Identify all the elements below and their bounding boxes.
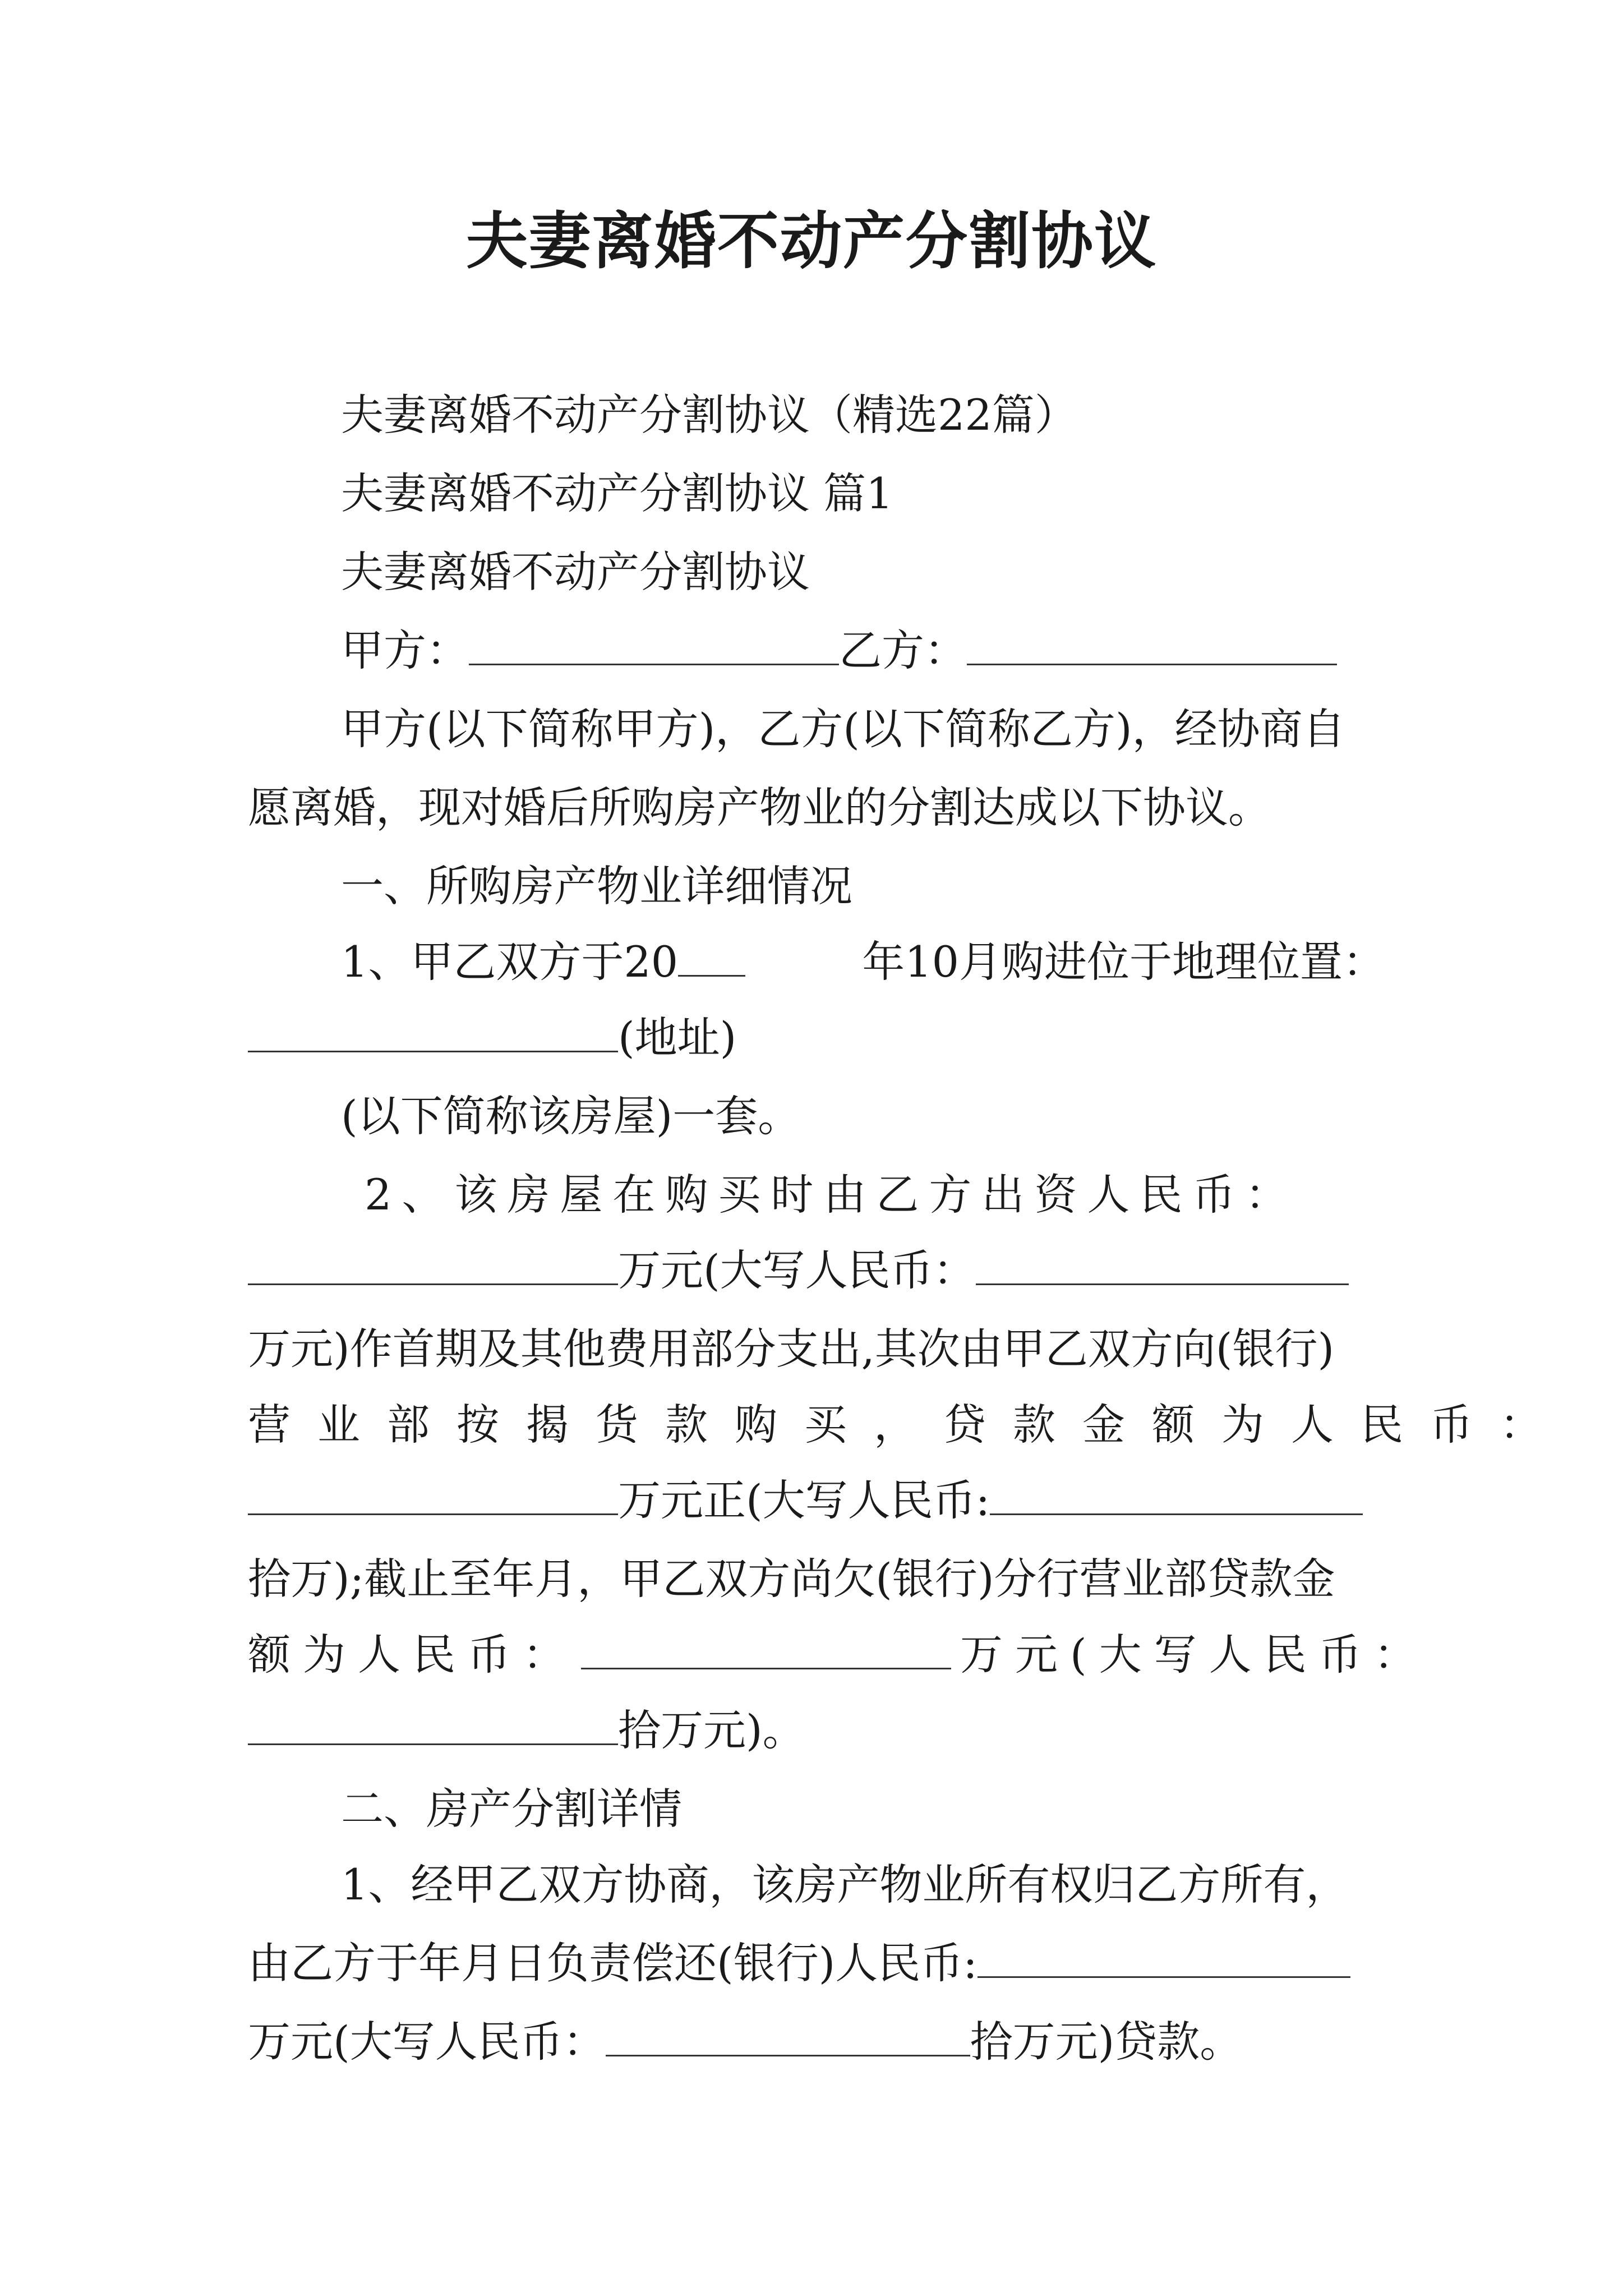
item1-line2 bbox=[248, 1010, 736, 1066]
down-payment-uppercase-blank bbox=[976, 1243, 1349, 1285]
item2-line4: 营业部按揭货款购买，贷款金额为人民币： bbox=[248, 1400, 1569, 1450]
item1-text-b: 年10月购进位于地理位置： bbox=[862, 937, 1385, 987]
party-b-label: 乙方： bbox=[839, 625, 967, 675]
s2-item1-line3-text-b: 拾万元)贷款。 bbox=[970, 2017, 1243, 2067]
item2-line3: 万元)作首期及其他费用部分支出,其次由甲乙双方向(银行) bbox=[248, 1324, 1335, 1374]
item1-line3: (以下简称该房屋)一套。 bbox=[341, 1091, 801, 1141]
party-b-blank bbox=[967, 623, 1337, 665]
agreement-heading: 夫妻离婚不动产分割协议 bbox=[341, 547, 810, 597]
item2-line8 bbox=[248, 1703, 805, 1759]
remaining-loan-blank bbox=[581, 1627, 951, 1669]
address-blank bbox=[248, 1010, 618, 1052]
repayment-amount-blank bbox=[978, 1935, 1350, 1978]
intro-title: 夫妻离婚不动产分割协议（精选22篇） bbox=[341, 390, 1077, 440]
item2-line7 bbox=[248, 1627, 1429, 1683]
item1-text-a: 1、甲乙双方于20 bbox=[341, 937, 679, 987]
item1-line1-start bbox=[341, 934, 745, 990]
item2-line7-text-a: 额为人民币： bbox=[248, 1630, 578, 1680]
item2-line5 bbox=[248, 1473, 1363, 1529]
document-title: 夫妻离婚不动产分割协议 bbox=[466, 205, 1157, 277]
s2-item1-line3-text-a: 万元(大写人民币： bbox=[248, 2017, 606, 2067]
repayment-uppercase-blank bbox=[606, 2014, 970, 2056]
item2-line2 bbox=[248, 1243, 1349, 1299]
year-blank bbox=[678, 934, 745, 977]
loan-amount-blank bbox=[248, 1473, 618, 1515]
party-a-label: 甲方： bbox=[341, 625, 469, 675]
item2-line1: 2、该房屋在购买时由乙方出资人民币： bbox=[365, 1170, 1298, 1220]
s2-item1-line3 bbox=[248, 2014, 1242, 2070]
item2-line6: 拾万);截止至年月，甲乙双方尚欠(银行)分行营业部贷款金 bbox=[248, 1554, 1335, 1604]
item2-line8-text: 拾万元)。 bbox=[618, 1705, 805, 1755]
article-heading: 夫妻离婚不动产分割协议 篇1 bbox=[341, 468, 893, 518]
item2-line2-text: 万元(大写人民币： bbox=[618, 1245, 976, 1295]
s2-item1-line1: 1、经甲乙双方协商，该房产物业所有权归乙方所有， bbox=[341, 1860, 1349, 1910]
item2-line7-text-b: 万元(大写人民币： bbox=[960, 1630, 1429, 1680]
para1-line2: 愿离婚，现对婚后所购房产物业的分割达成以下协议。 bbox=[248, 783, 1271, 832]
loan-uppercase-blank bbox=[990, 1473, 1363, 1515]
s2-item1-line2 bbox=[248, 1935, 1350, 1991]
down-payment-blank bbox=[248, 1243, 618, 1285]
item2-line5-text: 万元正(大写人民币: bbox=[618, 1475, 990, 1525]
address-label: (地址) bbox=[618, 1013, 737, 1062]
item1-line1 bbox=[341, 934, 1385, 990]
remaining-loan-uppercase-blank bbox=[248, 1703, 618, 1745]
parties-line bbox=[341, 623, 1337, 679]
section1-heading: 一、所购房产物业详细情况 bbox=[341, 861, 852, 911]
section2-heading: 二、房产分割详情 bbox=[341, 1784, 682, 1834]
s2-item1-line2-text: 由乙方于年月日负责偿还(银行)人民币: bbox=[248, 1938, 978, 1988]
party-a-blank bbox=[469, 623, 839, 665]
para1-line1: 甲方(以下简称甲方)，乙方(以下简称乙方)，经协商自 bbox=[341, 704, 1345, 754]
